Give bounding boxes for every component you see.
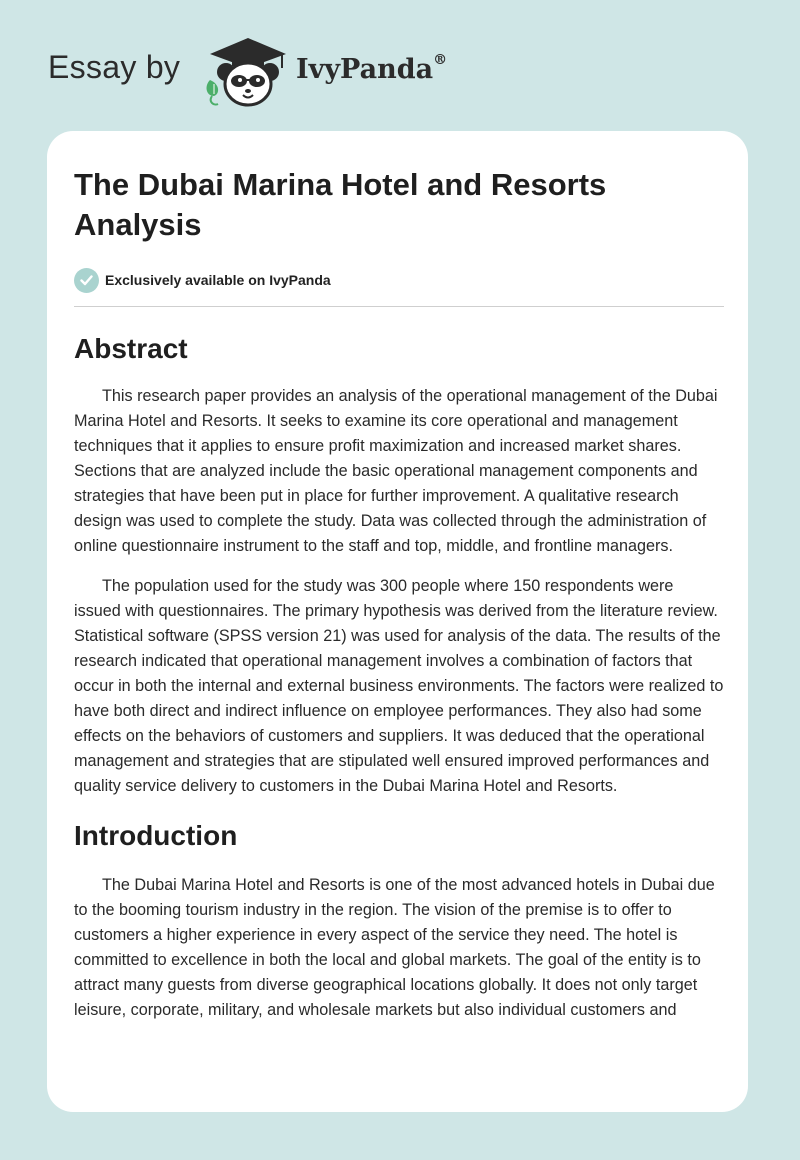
exclusive-badge-label: Exclusively available on IvyPanda <box>105 272 331 288</box>
section-heading-introduction: Introduction <box>74 820 238 851</box>
brand-name[interactable] <box>296 54 447 85</box>
article-card <box>47 131 748 1112</box>
paragraph: The Dubai Marina Hotel and Resorts is one of the most advanced hotels in Dubai due to the booming tourism industry in the region. The vision of the premise is to offer to customers a higher experience in every aspect of the service they need. The hotel is committed to excellence in both the local and global markets. The goal of the entity is to attract many guests from diverse geographical locations globally. It does not only target leisure, corporate, military, and wholesale markets but also individual customers and <box>74 876 715 1019</box>
registered-mark: ® <box>433 52 448 68</box>
divider <box>74 306 724 307</box>
section-heading-abstract: Abstract <box>74 333 188 364</box>
article-content <box>74 165 724 1023</box>
checkmark-icon <box>74 268 99 293</box>
paragraph: This research paper provides an analysis of the operational management of the Dubai Marina Hotel and Resorts. It seeks to examine its core operational and management techniques that it applies to ensure profit maximization and increased market shares. Sections that are analyzed include the basic operational management components and strategies that have been put in place for further improvement. A qualitative research design was used to complete the study. Data was collected through the administration of online questionnaire instrument to the staff and top, middle, and frontline managers. <box>74 387 718 555</box>
exclusive-badge <box>74 267 724 293</box>
ivypanda-logo-icon[interactable] <box>202 34 292 113</box>
brand-name-text: IvyPanda <box>296 54 434 85</box>
paragraph: The population used for the study was 300 people where 150 respondents were issued with questionnaires. The primary hypothesis was derived from the literature review. Statistical software (SPSS version 21) was used for analysis of the data. The results of the research indicated that operational management involves a combination of factors that occur in both the internal and external business environments. The factors were realized to have both direct and indirect influence on employee performances. They also had some effects on the behaviors of customers and suppliers. It was deduced that the operational management and strategies that are stipulated well ensured improved performances and quality service delivery to customers in the Dubai Marina Hotel and Resorts. <box>74 577 724 795</box>
article-title: The Dubai Marina Hotel and Resorts Analysis <box>74 167 607 242</box>
essay-by-label: Essay by <box>48 49 181 85</box>
site-header <box>0 0 800 130</box>
